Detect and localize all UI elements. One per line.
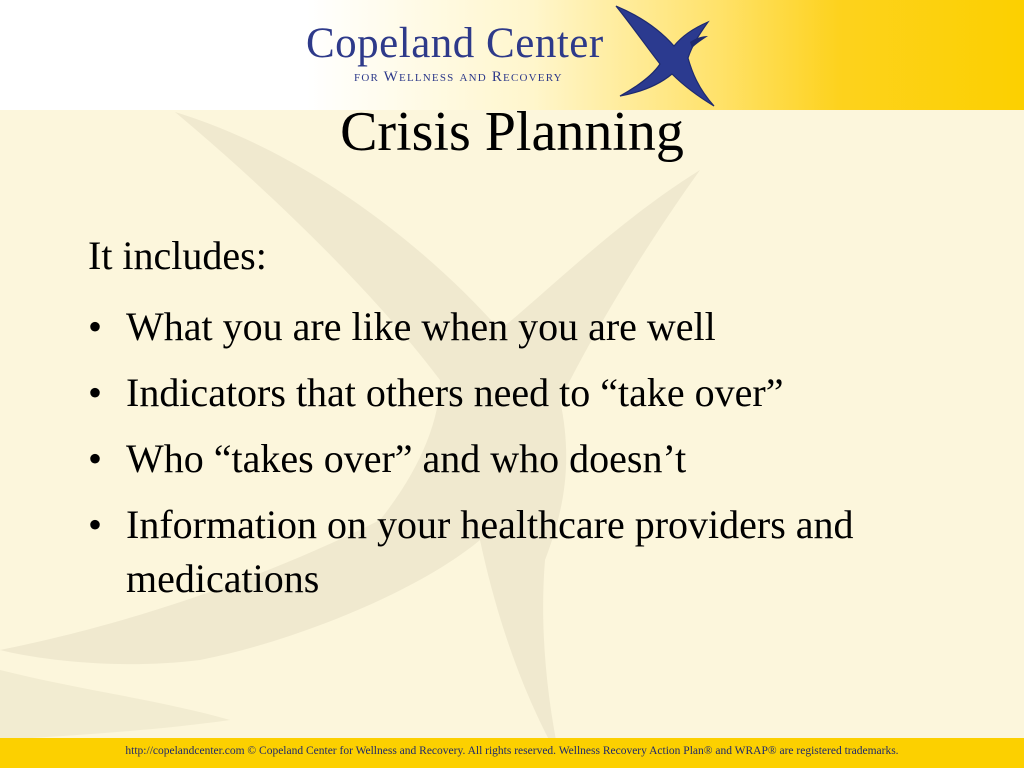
footer-bar: [0, 738, 1024, 768]
bullet-text: Information on your healthcare providers and medications: [126, 502, 854, 601]
bullet-item: [88, 498, 908, 606]
bullet-marker: •: [88, 436, 103, 481]
footer-copyright: http://copelandcenter.com © Copeland Center for Wellness and Recovery. All rights reserved. Wellness Recovery Action Plan® and WRAP® are registered trademarks.: [125, 745, 899, 757]
bullet-text: What you are like when you are well: [126, 304, 716, 349]
slide-title: Crisis Planning: [340, 101, 684, 163]
bullet-text: Indicators that others need to “take over”: [126, 370, 784, 415]
bullet-list: [88, 300, 908, 618]
intro-text: It includes:: [88, 233, 267, 278]
bullet-marker: •: [88, 304, 103, 349]
bullet-marker: •: [88, 370, 103, 415]
bullet-marker: •: [88, 502, 103, 547]
bullet-text: Who “takes over” and who doesn’t: [126, 436, 687, 481]
bullet-item: [88, 300, 908, 354]
logo-title: Copeland Center: [306, 20, 604, 67]
bullet-item: [88, 366, 908, 420]
logo-tagline: for Wellness and Recovery: [354, 69, 563, 85]
bullet-item: [88, 432, 908, 486]
